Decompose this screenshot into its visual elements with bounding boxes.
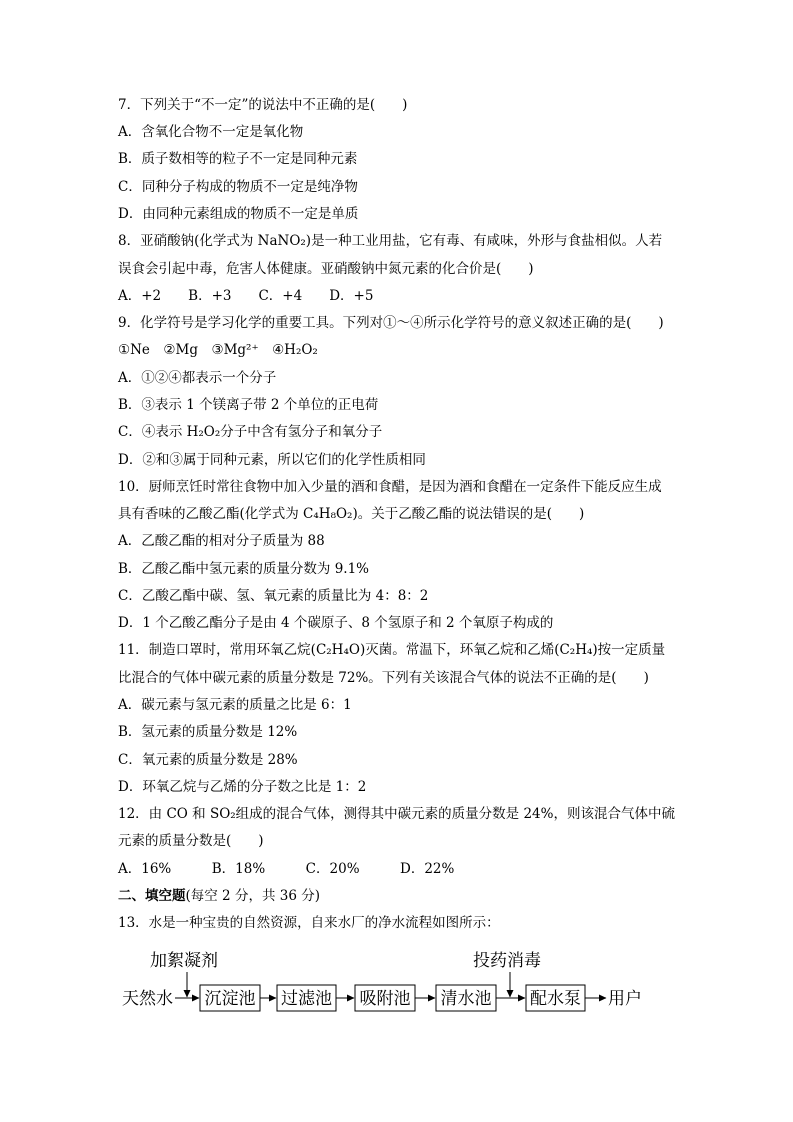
- q11-stem-line2: 比混合的气体中碳元素的质量分数是 72%。下列有关该混合气体的说法不正确的是( ): [118, 670, 649, 686]
- q8-stem-line1: 8．亚硝酸钠(化学式为 NaNO₂)是一种工业用盐，它有毒、有咸味，外形与食盐相似。人若: [118, 233, 663, 249]
- flow-box-pump: [526, 985, 585, 1011]
- q7-option-b: B．质子数相等的粒子不一定是同种元素: [118, 151, 358, 167]
- flow-box-sedimentation: [200, 985, 260, 1011]
- q8-stem-line2: 误食会引起中毒，危害人体健康。亚硝酸钠中氮元素的化合价是( ): [118, 261, 534, 277]
- flow-box-filtration-label: 过滤池: [281, 989, 332, 1009]
- q10-option-d: D．1 个乙酸乙酯分子是由 4 个碳原子、8 个氢原子和 2 个氧原子构成的: [118, 615, 554, 631]
- q11-option-d: D．环氧乙烷与乙烯的分子数之比是 1：2: [118, 779, 367, 795]
- q7-option-d: D．由同种元素组成的物质不一定是单质: [118, 206, 359, 222]
- q9-option-a: A．①②④都表示一个分子: [118, 370, 277, 386]
- section-title: 二、填空题: [118, 888, 186, 904]
- q13-stem: [118, 914, 500, 932]
- flow-box-adsorption: [355, 985, 415, 1011]
- q9-option-d: D．②和③属于同种元素，所以它们的化学性质相同: [118, 452, 426, 468]
- section-note: (每空 2 分，共 36 分): [185, 888, 320, 904]
- q10-stem-line2: 具有香味的乙酸乙酯(化学式为 C₄H₈O₂)。关于乙酸乙酯的说法错误的是( ): [118, 506, 585, 522]
- q7-option-a: A．含氧化合物不一定是氧化物: [118, 124, 304, 140]
- flow-box-clearwater: [436, 985, 496, 1011]
- q12-stem-line2: 元素的质量分数是( ): [118, 833, 264, 849]
- q7-option-c: C．同种分子构成的物质不一定是纯净物: [118, 179, 358, 195]
- q11-option-a: A．碳元素与氢元素的质量之比是 6：1: [118, 697, 352, 713]
- q11-stem-line1: 11．制造口罩时，常用环氧乙烷(C₂H₄O)灭菌。常温下，环氧乙烷和乙烯(C₂H₄)按一定质量: [118, 642, 666, 658]
- flow-box-adsorption-label: 吸附池: [359, 989, 411, 1009]
- q10-stem-line1: 10．厨师烹饪时常往食物中加入少量的酒和食醋，是因为酒和食醋在一定条件下能反应生成: [118, 479, 662, 495]
- q11-option-c: C．氧元素的质量分数是 28%: [118, 752, 298, 768]
- q10-option-c: C．乙酸乙酯中碳、氢、氧元素的质量比为 4：8：2: [118, 588, 429, 604]
- q9-stem: 9．化学符号是学习化学的重要工具。下列对①～④所示化学符号的意义叙述正确的是( ): [118, 315, 664, 331]
- q11-option-b: B．氢元素的质量分数是 12%: [118, 724, 298, 740]
- q7-stem: 7．下列关于“不一定”的说法中不正确的是( ): [118, 97, 408, 113]
- flow-additive-flocculant: 加絮凝剂: [150, 951, 218, 971]
- flow-output-label: 用户: [608, 989, 642, 1009]
- q13-stem-text: 13．水是一种宝贵的自然资源，自来水厂的净水流程如图所示：: [118, 915, 500, 931]
- q10-option-b: B．乙酸乙酯中氢元素的质量分数为 9.1%: [118, 561, 370, 577]
- flow-additive-disinfect: 投药消毒: [473, 951, 541, 971]
- flow-box-pump-label: 配水泵: [530, 989, 581, 1009]
- q9-option-c: C．④表示 H₂O₂分子中含有氢分子和氧分子: [118, 424, 383, 440]
- section-heading: [118, 887, 320, 905]
- q9-symbols: ①Ne ②Mg ③Mg²⁺ ④H₂O₂: [118, 342, 318, 358]
- flow-box-clearwater-label: 清水池: [440, 989, 492, 1009]
- flow-box-filtration: [277, 985, 336, 1011]
- q12-options: A．16% B．18% C．20% D．22%: [118, 861, 455, 877]
- flow-input-label: 天然水: [122, 989, 173, 1009]
- flow-box-sedimentation-label: 沉淀池: [204, 989, 256, 1009]
- q12-stem-line1: 12．由 CO 和 SO₂组成的混合气体，测得其中碳元素的质量分数是 24%，则该混合气体中硫: [118, 806, 675, 822]
- q8-options: A．+2 B．+3 C．+4 D．+5: [118, 288, 374, 304]
- q9-option-b: B．③表示 1 个镁离子带 2 个单位的正电荷: [118, 397, 379, 413]
- q10-option-a: A．乙酸乙酯的相对分子质量为 88: [118, 533, 325, 549]
